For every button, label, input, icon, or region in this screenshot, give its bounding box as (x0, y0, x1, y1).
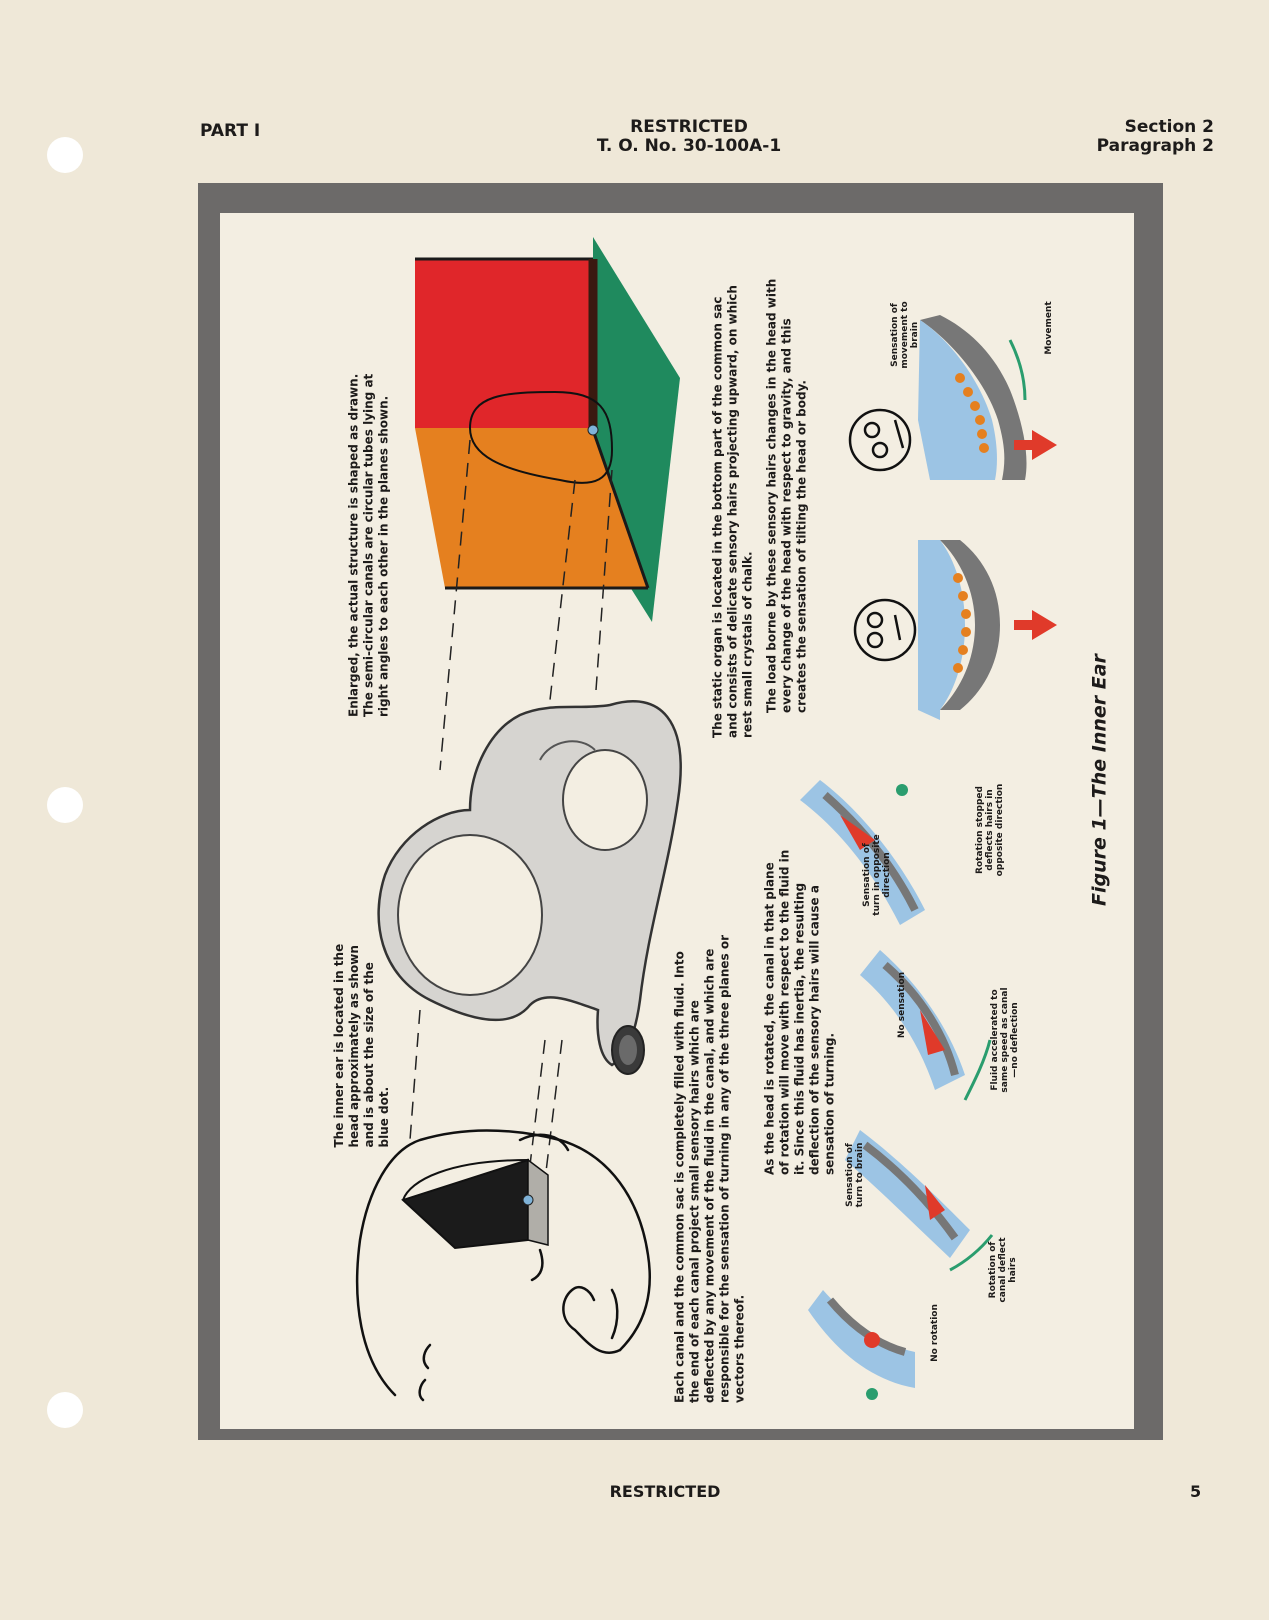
face-icon-upright (855, 600, 915, 660)
red-plane (415, 259, 593, 428)
enlarged-structure-text: Enlarged, the actual structure is shaped as drawn. The semi-circular canals are circular tubes lying at right angles to each other in the planes shown. (346, 373, 391, 717)
figure-caption: Figure 1—The Inner Ear (1088, 654, 1111, 906)
page-number: 5 (1190, 1482, 1202, 1501)
labyrinth-drawing (379, 701, 681, 1074)
face-icon-tilted (850, 410, 910, 470)
canal-diagram-no-rotation (808, 1290, 915, 1400)
static-organ-tilted (918, 315, 1057, 480)
load-borne-text: The load borne by these sensory hairs changes in the head with every change of the head with respect to gravity, and this creates the sensation of tilting the head or body. (764, 278, 809, 713)
static-organ-upright (918, 540, 1057, 720)
canal-diagram-rotation (845, 1130, 992, 1270)
caption-rotation-stopped: Rotation stopped deflects hairs in opposite direction (975, 783, 1005, 877)
paragraph-label: Paragraph 2 (1096, 136, 1214, 156)
part-label: PART I (200, 121, 261, 141)
caption-movement: Movement (1044, 301, 1054, 355)
caption-fluid-accelerated: Fluid accelerated to same speed as canal—no deflection (990, 987, 1020, 1093)
static-organ-text: The static organ is located in the bottom part of the common sac and consists of delicate sensory hairs projecting upward, on which rest small crystals of chalk. (710, 285, 755, 738)
caption-sensation-movement-brain: Sensation of movement to brain (890, 301, 920, 369)
to-number: T. O. No. 30-100A-1 (596, 136, 782, 156)
head-rotated-text: As the head is rotated, the canal in that plane of rotation will move with respect to the fluid in it. Since this fluid has inertia, the resulting deflection of the sensory hairs will cause a sensation of turning. (762, 849, 837, 1175)
inner-ear-location-text: The inner ear is located in the head approximately as shown and is about the size of the blue dot. (332, 943, 391, 1148)
caption-sensation-opposite: Sensation of turn in opposite direction (862, 834, 892, 916)
canal-fluid-text: Each canal and the common sac is completely filled with fluid. Into the end of each canal project small sensory hairs which are deflected by any movement of the fluid in the canal, and which are responsible for the sensation of turning in any of the three planes or vectors thereof. (672, 934, 747, 1403)
restricted-label: RESTRICTED (630, 117, 748, 137)
caption-no-sensation: No sensation (897, 971, 907, 1039)
caption-sensation-turn-brain: Sensation of turn to brain (845, 1142, 865, 1208)
section-label: Section 2 (1124, 117, 1214, 137)
head-cutaway (403, 1160, 548, 1248)
caption-rotation-of-canal: Rotation of canal deflect hairs (988, 1237, 1018, 1303)
restricted-footer: RESTRICTED (609, 1482, 721, 1501)
canal-diagram-no-sensation (860, 950, 990, 1100)
canal-planes-diagram (415, 237, 680, 622)
caption-no-rotation: No rotation (930, 1304, 940, 1362)
